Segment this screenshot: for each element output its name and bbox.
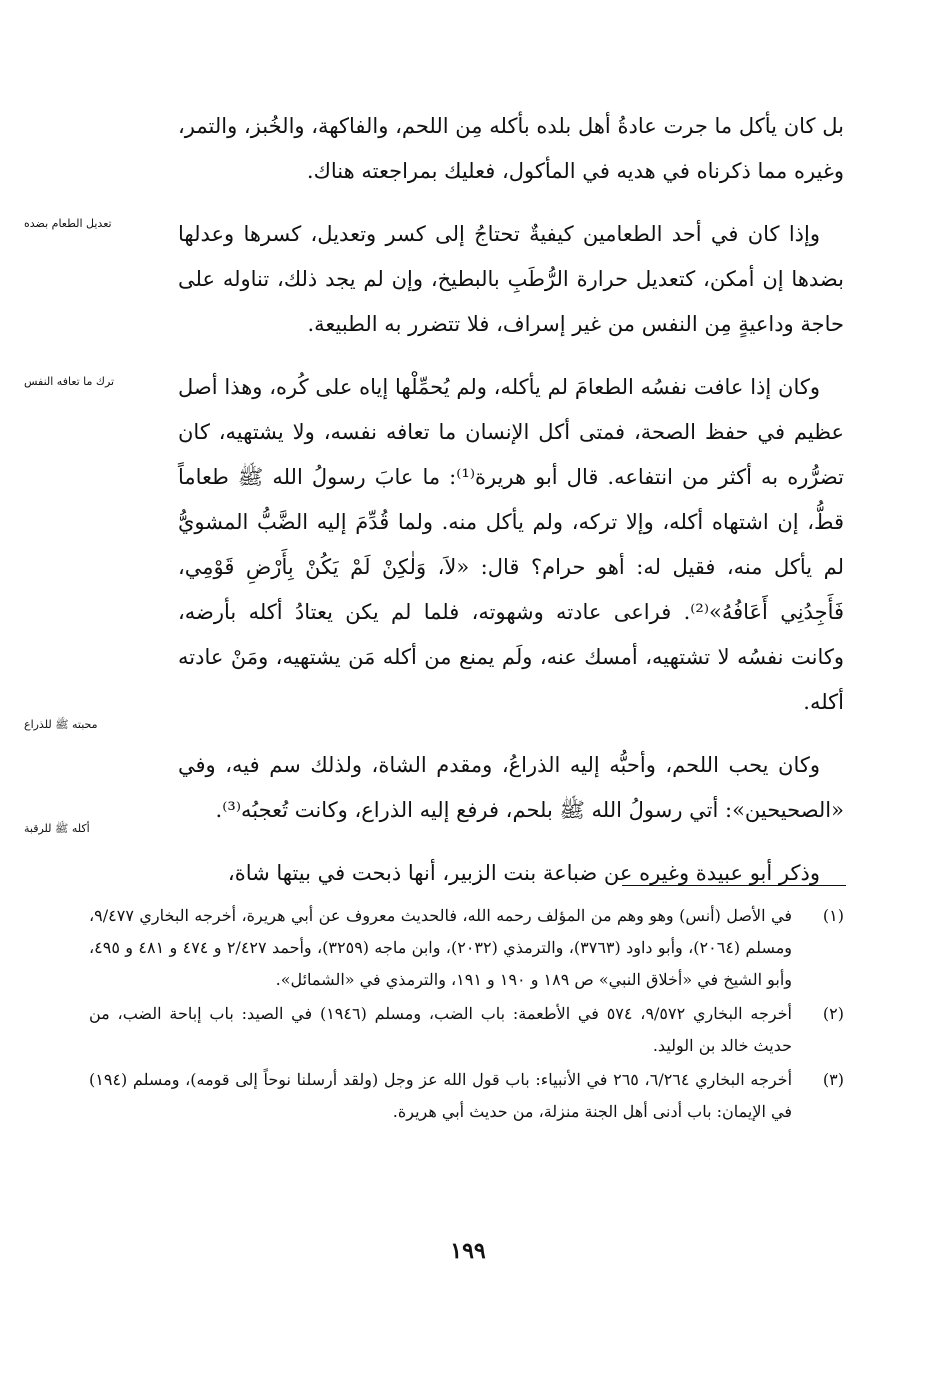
footnote-text: في الأصل (أنس) وهو وهم من المؤلف رحمه الله، فالحديث معروف عن أبي هريرة، أخرجه البخاري ٩/٤٧٧، ومسلم (٢٠٦٤)، وأبو داود (٣٧٦٣)، والترمذي (٢٠٣٢)، وابن ماجه (٣٢٥٩)، وأحمد ٢/٤٢٧ و ٤٧٤ و ٤٨١ و ٤٩٥، وأبو الشيخ في «أخلاق النبي» ص ١٨٩ و ١٩٠ و ١٩١، والترمذي في «الشمائل». [89, 906, 793, 989]
footnote [89, 1064, 844, 1128]
page-number: ١٩٩ [450, 1238, 486, 1264]
paragraph-food-habits: بل كان يأكل ما جرت عادةُ أهل بلده بأكله مِن اللحم، والفاكهة، والخُبز، والتمر، وغيره مما ذكرناه في هديه في المأكول، فعليك بمراجعته هناك. [178, 114, 844, 183]
paragraph-neck-meat: وذكر أبو عبيدة وغيره عن ضباعة بنت الزبير، أنها ذبحت في بيتها شاة، [227, 861, 820, 885]
footnote-number: (٣) [822, 1070, 844, 1089]
footnote-number: (٢) [822, 1004, 844, 1023]
margin-note-aversion: ترك ما تعافه النفس [24, 375, 115, 388]
footnote [89, 900, 844, 996]
main-text [178, 104, 844, 914]
margin-note-foreleg: محبته ﷺ للذراع [24, 718, 98, 731]
paragraph-love-of-foreleg: وكان يحب اللحم، وأحبُّه إليه الذراعُ، ومقدم الشاة، ولذلك سم فيه، وفي «الصحيحين»: أتي رسولُ الله ﷺ بلحم، فرفع إليه الذراع، وكانت تُعجبُه⁽³⁾. [178, 753, 844, 822]
margin-note-neck: أكله ﷺ للرقبة [24, 822, 90, 835]
footnote-divider [622, 885, 846, 886]
footnote-text: أخرجه البخاري ٦/٢٦٤، ٢٦٥ في الأنبياء: باب قول الله عز وجل (ولقد أرسلنا نوحاً إلى قومه)، ومسلم (١٩٤) في الإيمان: باب أدنى أهل الجنة منزلة، من حديث أبي هريرة. [89, 1070, 793, 1121]
paragraph-food-aversion: وكان إذا عافت نفسُه الطعامَ لم يأكله، ولم يُحمِّلْها إياه على كُره، وهذا أصل عظيم في حفظ الصحة، فمتى أكل الإنسان ما تعافه نفسه، ولا يشتهيه، كان تضرُّره به أكثر من انتفاعه. قال أبو هريرة⁽¹⁾: ما عابَ رسولُ الله ﷺ طعاماً قطُّ، إن اشتهاه أكله، وإلا تركه، ولم يأكل منه. ولما قُدِّمَ إليه الضَّبُّ المشويُّ لم يأكل منه، فقيل له: أهو حرام؟ قال: «لاَ، وَلٰكِنْ لَمْ يَكُنْ بِأَرْضِ قَوْمِي، فَأَجِدُنِي أَعَافُهُ»⁽²⁾. فراعى عادته وشهوته، فلما لم يكن يعتادُ أكله بأرضه، وكانت نفسُه لا تشتهيه، أمسك عنه، ولَم يمنع من أكله مَن يشتهيه، ومَنْ عادته أكله. [178, 375, 845, 714]
paragraph-food-balancing: وإذا كان في أحد الطعامين كيفيةٌ تحتاجُ إلى كسر وتعديل، كسرها وعدلها بضدها إن أمكن، كتعديل حرارة الرُّطَبِ بالبطيخ، وإن لم يجد ذلك، تناوله على حاجة وداعيةٍ مِن النفس من غير إسراف، فلا تتضرر به الطبيعة. [178, 222, 844, 336]
footnote-number: (١) [822, 906, 844, 925]
margin-note-balancing: تعديل الطعام بضده [24, 217, 112, 230]
footnote [89, 998, 844, 1062]
footnotes [89, 900, 844, 1130]
footnote-text: أخرجه البخاري ٩/٥٧٢، ٥٧٤ في الأطعمة: باب الضب، ومسلم (١٩٤٦) في الصيد: باب إباحة الضب، من حديث خالد بن الوليد. [89, 1004, 793, 1055]
